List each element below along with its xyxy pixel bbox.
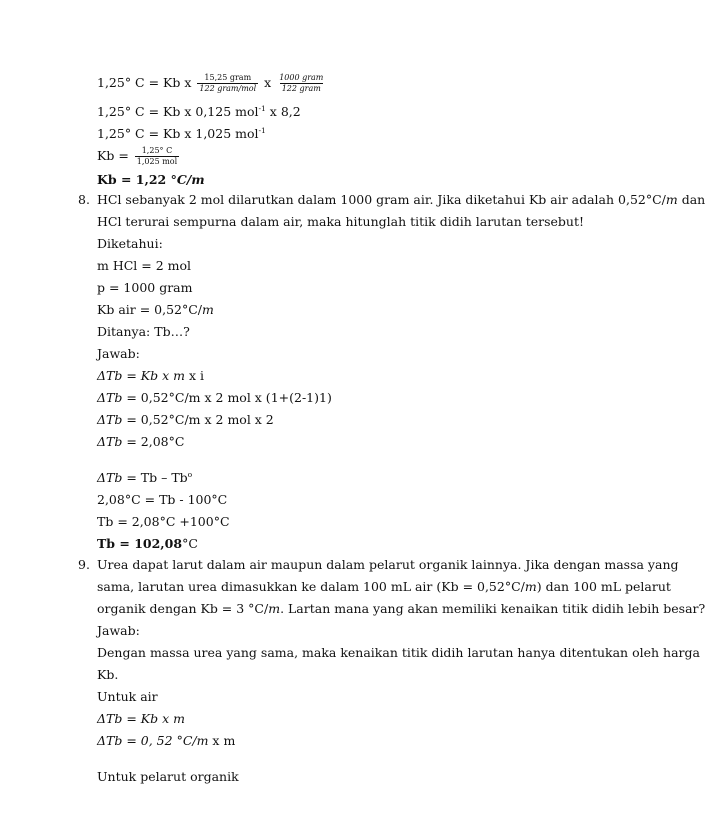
fraction-numerator: 1000 gram [279, 73, 324, 82]
final-answer-value: Tb = 102,08 [97, 536, 183, 551]
problem-9-text-end: . Lartan mana yang akan memiliki kenaikan titik didih lebih besar? [280, 601, 705, 616]
problem-9-number: 9. [78, 557, 90, 572]
eq2-text: 1,25° C = Kb x 0,125 mol [97, 104, 259, 119]
calc-kb: 0,52°C/m [140, 412, 201, 427]
problem-9-text: sama, larutan urea dimasukkan ke dalam 100 mL air (Kb = 0,52°C/ [97, 579, 525, 594]
known-kb [97, 302, 214, 318]
calc-line-7: Tb = 2,08°C +100°C [97, 514, 230, 529]
calc-rest: = Tb – Tb [122, 470, 188, 485]
calc-formula: ΔTb = Kb x m [97, 368, 185, 383]
fraction-denominator: 122 gram/mol [199, 84, 257, 93]
problem-9-text-end: ) dan 100 mL pelarut [536, 579, 671, 594]
water-heading: Untuk air [97, 689, 158, 704]
organic-heading: Untuk pelarut organik [97, 769, 239, 784]
kb-result [97, 172, 205, 188]
answer-text-line-2: Kb. [97, 667, 119, 682]
kb-result-text: Kb = 1,22 [97, 172, 171, 187]
calc-line-5 [97, 470, 192, 488]
fraction-numerator: 1,25° C [141, 146, 173, 155]
problem-9-text-line-3 [97, 601, 705, 617]
answer-text-line-1: Dengan massa urea yang sama, maka kenaikan titik didih larutan hanya ditentukan oleh harga [97, 645, 700, 660]
equation-line-2 [97, 104, 301, 122]
fraction-solvent [277, 73, 325, 94]
multiply-sign: x [264, 75, 276, 90]
problem-8-number: 8. [78, 192, 90, 207]
known-kb-text: Kb air = 0,52°C/ [97, 302, 203, 317]
problem-8-text-line-1 [97, 192, 705, 208]
eq2-superscript: -1 [258, 104, 266, 113]
equation-line-1 [97, 73, 327, 94]
calc-lhs: ΔTb = [97, 412, 141, 427]
unit-m: m [268, 601, 281, 616]
calc-line-4 [97, 434, 184, 450]
calc-value: 2,08°C [140, 434, 185, 449]
equation-line-4 [97, 146, 181, 167]
problem-9-text-line-2 [97, 579, 671, 595]
known-moles: m HCl = 2 mol [97, 258, 192, 273]
eq4-lhs: Kb = [97, 148, 133, 163]
fraction-denominator: 122 gram [281, 84, 321, 93]
calc-kb: 0,52°C/m [140, 390, 201, 405]
eq3-superscript: -1 [258, 126, 266, 135]
fraction-kb [135, 146, 179, 167]
eq2-tail: x 8,2 [265, 104, 301, 119]
calc-line-2 [97, 390, 332, 406]
calc-line-3 [97, 412, 274, 428]
eq3-text: 1,25° C = Kb x 1,025 mol [97, 126, 259, 141]
water-formula-values [97, 733, 235, 749]
answer-heading: Jawab: [97, 623, 140, 638]
superscript-zero: o [187, 470, 193, 479]
answer-heading: Jawab: [97, 346, 140, 361]
formula-lhs: ΔTb = 0, 52 °C/ [97, 733, 197, 748]
unit-m: m [665, 192, 678, 207]
calc-factor: x i [184, 368, 204, 383]
calc-lhs: ΔTb = [97, 390, 141, 405]
known-heading: Diketahui: [97, 236, 163, 251]
problem-8-text-end: dan [677, 192, 705, 207]
kb-result-unit: °C/m [170, 172, 205, 187]
fraction-mass-molar [197, 73, 258, 94]
final-answer [97, 536, 198, 552]
unit-m: m [202, 302, 214, 317]
unit-m: m [196, 733, 209, 748]
equation-line-3 [97, 126, 266, 144]
problem-9-text: organik dengan Kb = 3 °C/ [97, 601, 269, 616]
eq1-lhs: 1,25° C = Kb x [97, 75, 196, 90]
water-formula: ΔTb = Kb x m [97, 711, 185, 726]
fraction-numerator: 15,25 gram [204, 73, 252, 82]
calc-rest: x 2 mol x 2 [200, 412, 274, 427]
calc-rest: x 2 mol x (1+(2-1)1) [200, 390, 332, 405]
asked-heading: Ditanya: Tb…? [97, 324, 190, 339]
known-mass: p = 1000 gram [97, 280, 193, 295]
final-answer-unit: °C [182, 536, 198, 551]
calc-line-6: 2,08°C = Tb - 100°C [97, 492, 228, 507]
calc-lhs: ΔTb [97, 470, 123, 485]
problem-9-text-line-1: Urea dapat larut dalam air maupun dalam pelarut organik lainnya. Jika dengan massa yang [97, 557, 679, 572]
calc-lhs: ΔTb = [97, 434, 141, 449]
formula-rest: x m [208, 733, 236, 748]
fraction-denominator: 1,025 mol [136, 157, 178, 166]
problem-8-text-line-2: HCl terurai sempurna dalam air, maka hitunglah titik didih larutan tersebut! [97, 214, 585, 229]
calc-line-1 [97, 368, 204, 384]
problem-8-text: HCl sebanyak 2 mol dilarutkan dalam 1000 gram air. Jika diketahui Kb air adalah 0,52°C/ [97, 192, 666, 207]
unit-m: m [524, 579, 537, 594]
